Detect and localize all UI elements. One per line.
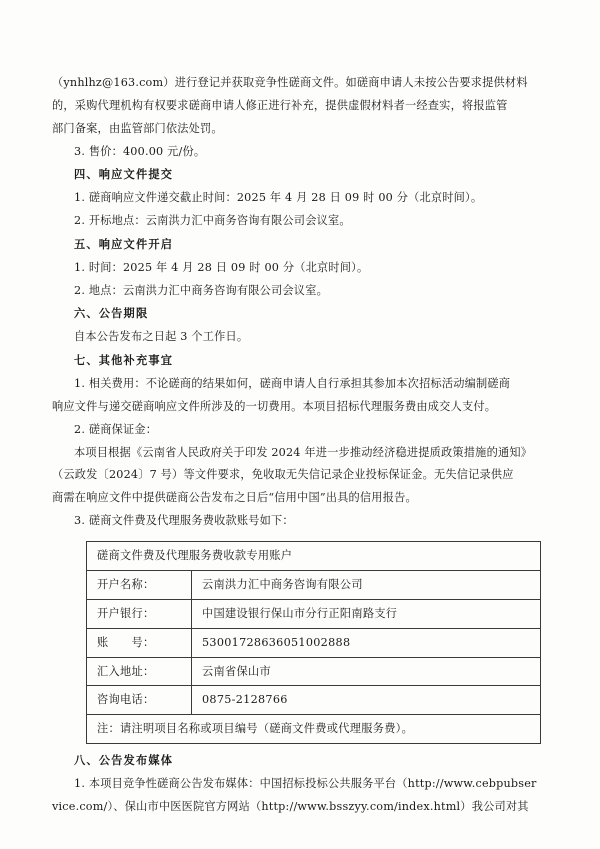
- paragraph-block-bottom: [52, 750, 548, 818]
- account-table-wrapper: [86, 541, 541, 744]
- paragraph: （ynhlhz@163.com）进行登记并获取竞争性磋商文件。如磋商申请人未按公告要求提供材料: [52, 76, 528, 89]
- section-heading-six: 六、公告期限: [74, 306, 149, 321]
- paragraph-related-fees-cont: 响应文件与递交磋商响应文件所涉及的一切费用。本项目招标代理服务费由成交人支付。: [52, 399, 497, 413]
- paragraph-opening-place: 2. 地点：云南洪力汇中商务咨询有限公司会议室。: [74, 283, 328, 297]
- paragraph: 部门备案，由监管部门依法处罚。: [52, 121, 223, 135]
- paragraph-account-intro: 3. 磋商文件费及代理服务费收款账号如下：: [74, 514, 294, 528]
- account-label-phone: 咨询电话：: [87, 686, 192, 715]
- section-heading-four: 四、响应文件提交: [74, 167, 174, 182]
- document-body: [52, 72, 548, 818]
- account-label-remit-address: 汇入地址：: [87, 657, 192, 686]
- account-label-bank: 开户银行：: [87, 599, 192, 628]
- paragraph-announcement-period: 自本公告发布之日起 3 个工作日。: [74, 330, 249, 344]
- paragraph-related-fees: 1. 相关费用：不论磋商的结果如何，磋商申请人自行承担其参加本次招标活动编制磋商: [74, 376, 511, 390]
- section-heading-seven: 七、其他补充事宜: [74, 353, 174, 368]
- paragraph-publish-media: 1. 本项目竞争性磋商公告发布媒体：中国招标投标公共服务平台（http://www.cebpubser: [74, 777, 537, 791]
- account-label-number: 账 号：: [87, 628, 192, 657]
- paragraph-block-top: [52, 72, 548, 532]
- paragraph-deposit: 2. 磋商保证金：: [74, 422, 158, 436]
- paragraph-deposit-policy-cont: （云政发〔2024〕7 号）等文件要求，免收取无失信记录企业投标保证金。无失信记录供应: [52, 468, 514, 482]
- table-row: [87, 657, 541, 686]
- paragraph-credit-report: 商需在响应文件中提供磋商公告发布之日后“信用中国”出具的信用报告。: [52, 491, 417, 505]
- account-table-title: 磋商文件费及代理服务费收款专用账户: [87, 541, 541, 570]
- account-value-remit-address: 云南省保山市: [192, 657, 541, 686]
- paragraph-deposit-policy: 本项目根据《云南省人民政府关于印发 2024 年进一步推动经济稳进提质政策措施的通知》: [74, 445, 533, 459]
- account-value-bank: 中国建设银行保山市分行正阳南路支行: [192, 599, 541, 628]
- table-row: [87, 686, 541, 715]
- section-heading-five: 五、响应文件开启: [74, 236, 174, 251]
- paragraph-opening-time: 1. 时间：2025 年 4 月 28 日 09 时 00 分（北京时间）。: [74, 260, 369, 274]
- account-table-note: 注：请注明项目名称或项目编号（磋商文件费或代理服务费）。: [87, 715, 541, 744]
- account-label-holder: 开户名称：: [87, 570, 192, 599]
- paragraph-bid-opening-location: 2. 开标地点：云南洪力汇中商务咨询有限公司会议室。: [74, 214, 351, 228]
- account-value-number: 53001728636051002888: [192, 628, 541, 657]
- table-row-title: [87, 541, 541, 570]
- table-row: [87, 570, 541, 599]
- account-value-phone: 0875-2128766: [192, 686, 541, 715]
- paragraph-publish-media-cont: vice.com/）、保山市中医医院官方网站（http://www.bsszyy.com/index.html）我公司对其: [52, 800, 529, 814]
- table-row: [87, 599, 541, 628]
- account-table: [86, 541, 541, 744]
- paragraph-submission-deadline: 1. 磋商响应文件递交截止时间：2025 年 4 月 28 日 09 时 00 分（北京时间）。: [74, 191, 483, 205]
- section-heading-eight: 八、公告发布媒体: [74, 753, 174, 768]
- table-row: [87, 628, 541, 657]
- paragraph: 的，采购代理机构有权要求磋商申请人修正进行补充，提供虚假材料者一经查实，将报监管: [52, 98, 508, 112]
- table-row-note: [87, 715, 541, 744]
- account-value-holder: 云南洪力汇中商务咨询有限公司: [192, 570, 541, 599]
- paragraph-price: 3. 售价：400.00 元/份。: [74, 144, 206, 158]
